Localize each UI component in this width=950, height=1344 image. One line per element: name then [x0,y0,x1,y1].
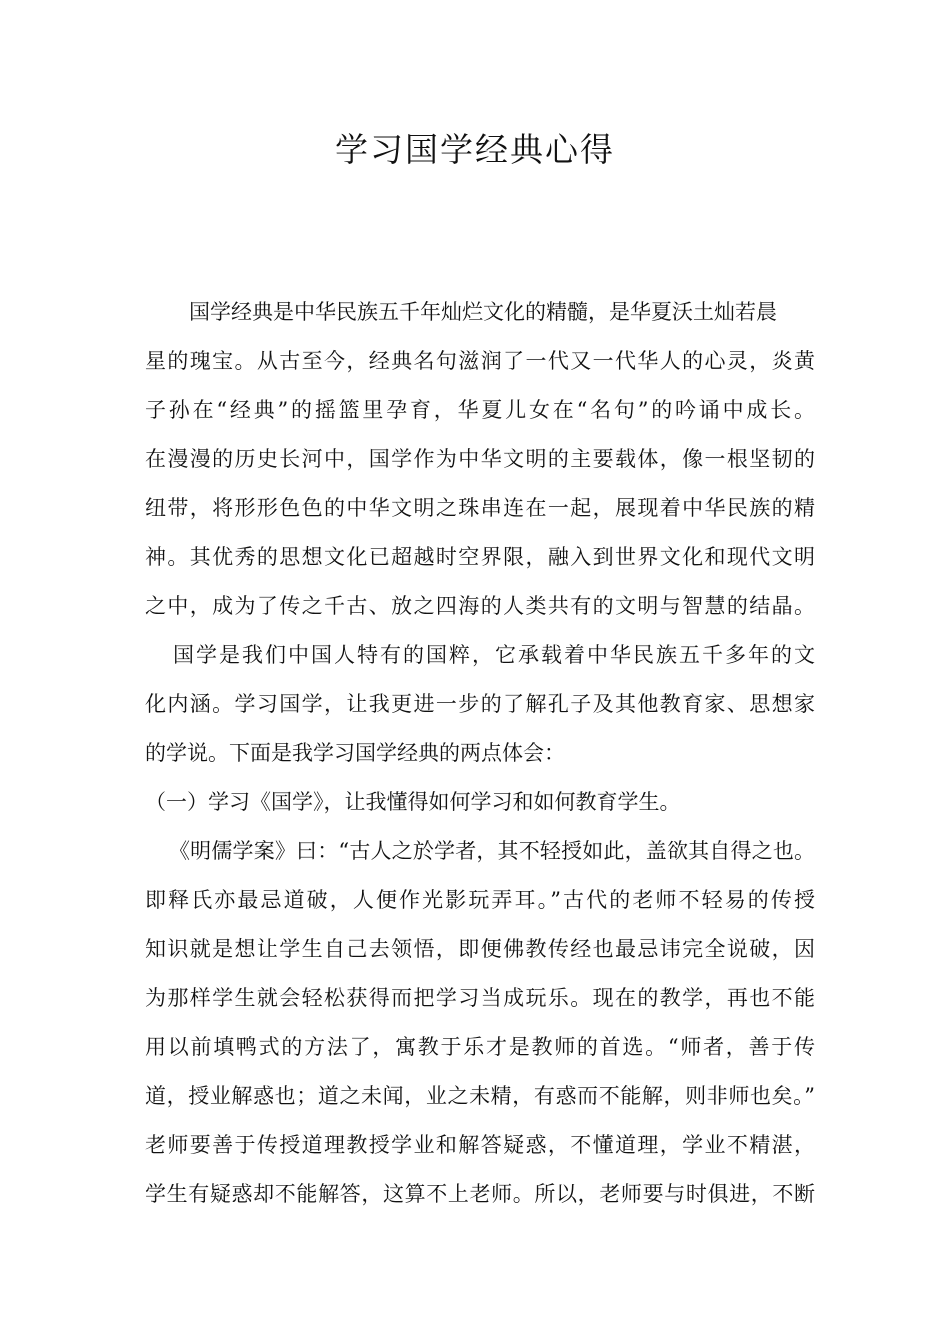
document-body [145,288,815,1219]
paragraph-line: 道，授业解惑也；道之未闻，业之未精，有惑而不能解，则非师也矣。” [145,1084,815,1108]
paragraph-line: 知识就是想让学生自己去领悟，即便佛教传经也最忌讳完全说破，因 [145,937,815,961]
paragraph-line: 子孙在“经典”的摇篮里孕育，华夏儿女在“名句”的吟诵中成长。 [145,398,815,422]
document-title: 学习国学经典心得 [335,130,615,169]
paragraph-line: 国学是我们中国人特有的国粹，它承载着中华民族五千多年的文 [173,643,815,667]
paragraph-line: 国学经典是中华民族五千年灿烂文化的精髓，是华夏沃土灿若晨 [189,300,777,324]
paragraph-line: 老师要善于传授道理教授学业和解答疑惑，不懂道理，学业不精湛， [145,1133,815,1157]
section-heading: （一）学习《国学》，让我懂得如何学习和如何教育学生。 [145,790,681,814]
paragraph-line: 即释氏亦最忌道破，人便作光影玩弄耳。”古代的老师不轻易的传授 [145,888,815,912]
paragraph-line: 学生有疑惑却不能解答，这算不上老师。所以，老师要与时俱进，不断 [145,1182,815,1206]
paragraph-line: 纽带，将形形色色的中华文明之珠串连在一起，展现着中华民族的精 [145,496,815,520]
paragraph-line: 星的瑰宝。从古至今，经典名句滋润了一代又一代华人的心灵，炎黄 [145,349,815,373]
paragraph-line: 《明儒学案》曰：“古人之於学者，其不轻授如此，盖欲其自得之也。 [169,839,815,863]
paragraph-line: 为那样学生就会轻松获得而把学习当成玩乐。现在的教学，再也不能 [145,986,815,1010]
paragraph-line: 神。其优秀的思想文化已超越时空界限，融入到世界文化和现代文明 [145,545,815,569]
paragraph-line: 化内涵。学习国学，让我更进一步的了解孔子及其他教育家、思想家 [145,692,815,716]
paragraph-line: 之中，成为了传之千古、放之四海的人类共有的文明与智慧的结晶。 [145,594,815,618]
paragraph-line: 的学说。下面是我学习国学经典的两点体会： [145,741,565,765]
paragraph-line: 用以前填鸭式的方法了，寓教于乐才是教师的首选。“师者，善于传 [145,1035,815,1059]
paragraph-line: 在漫漫的历史长河中，国学作为中华文明的主要载体，像一根坚韧的 [145,447,815,471]
